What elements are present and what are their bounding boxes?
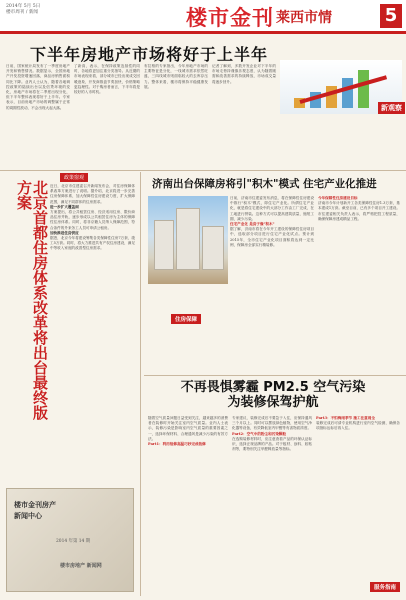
left-column-tag: 政策窗观 — [60, 173, 88, 182]
article2-para: 据了解，济南市将在今年开工建设的保障性住房项目中，选取部分项目进行住宅产业化试点。预计到2015年，全市住宅产业化项目面积将达到一定比例，保障房全部实行精装修。 — [230, 227, 314, 247]
illustration-bar — [342, 78, 353, 108]
article2-photo-tag: 住房保障 — [171, 314, 201, 324]
service-guide-tag: 服务指南 — [370, 582, 400, 592]
building-shape — [176, 208, 200, 270]
article1-col4: 记者了解到，多数开发企业对下半年的市场走势持谨慎乐观态度，认为随着刚需和改善需求的持续释放，市场成交量将逐步回升。 — [212, 64, 276, 84]
issue-date — [6, 4, 96, 16]
left-column-para: 据悉，北京今年将建设筹集各类保障性住房7万套，竣工5万套。同时，将大力推进共有产权住房建设，满足中等收入家庭的改善型住房需求。 — [50, 236, 135, 251]
article2-subhead: 今年保障性住房建设目标 — [318, 196, 358, 200]
left-column-para: 方案提出，将公共租赁住房、经济适用住房、限价商品住房并轨，逐步形成以公共租赁住房为主体的保障性住房体系。同时，将非京籍人员纳入保障范围，符合条件的外来务工人员可申请公租房。 — [50, 210, 135, 230]
article1-tag: 新观察 — [378, 102, 405, 114]
left-column-subhead: 加快推进住房供应 — [50, 230, 79, 235]
article3-subhead: Part3：不怕梅雨季节 施工注意周全 — [316, 416, 375, 420]
article2-col2 — [318, 196, 400, 372]
left-column-headline: 北京首都住房体系改革将出台最终版方案 — [15, 180, 49, 420]
article3-col3 — [316, 416, 400, 578]
article2-headline: 济南出台保障房将引"积木"模式 住宅产业化推进 — [152, 178, 377, 190]
article3-para: 专家建议，装修完成后不要急于入住，应保持通风三个月以上。同时可以摆放绿色植物，使用空气净化器等设备，有效降低室内甲醛等有害物质浓度。 — [232, 416, 312, 431]
housing-photo — [148, 196, 228, 284]
article3-headline — [148, 380, 398, 410]
article3-headline-line: 为装修保驾护航 — [227, 395, 319, 410]
date-line: 2014年 5月 5日 — [6, 4, 41, 9]
ad-title: 新闻中心 — [14, 512, 42, 520]
article2-subhead: 住宅产业化 是房子像"积木" — [230, 222, 275, 227]
masthead — [186, 2, 274, 32]
section-divider — [144, 375, 406, 376]
illustration-bar — [358, 70, 369, 108]
article3-col2 — [232, 416, 312, 594]
article2-para: 日前，济南市住建委发布消息，将在保障性住房建设中推行"积木"模式，即住宅产业化。所谓住宅产业化，就是将住宅建设中的大部分工作由工厂完成，在工地进行拼装。这种方式可以提高建筑质量，缩短工期，减少污染。 — [230, 196, 314, 221]
article1-headline: 下半年房地产市场将好于上半年 — [30, 45, 269, 64]
article3-para: 随着空气质量问题日益受到关注，越来越多的消费者在装修时开始关注室内空气质量。业内人士表示，装修污染是影响室内空气质量的重要因素之一，选择环保材料、合理通风是减少污染的有效方法。 — [148, 416, 228, 441]
ad-footer: 楼市房地产 新闻网 — [60, 563, 102, 569]
article3-subhead: Part2：空气中的粉尘和污染颗粒 — [232, 431, 287, 436]
article1-col2: 了新高，表示，在保持政策连续性的同时，各地将更加注重分类指导。从近期的市场表现来看，部分城市已经出现成交回暖迹象，开发商推盘节奏加快，价格策略更趋理性。对于购房者而言，下半年将是较好的入市时机。 — [74, 64, 140, 95]
building-shape — [154, 220, 174, 270]
article1-col3: 布拉格的专家指出，今年房地产市场的主要特征是分化，一线城市需求依然旺盛，三四线城市则面临较大的去库存压力。整体来看，楼市将保持平稳健康发展。 — [144, 64, 208, 89]
article3-para: 装修完成后可请专业机构进行室内空气检测，确保各项指标达标后再入住。 — [316, 421, 400, 431]
section-divider — [0, 170, 406, 171]
ad-title: 楼市金刊房产 — [14, 501, 56, 509]
left-column-para: 近日，北京市住建委召开新闻发布会，对住房保障体系改革方案进行了说明。据介绍，北京将进一步完善住房保障体系，加大保障性住房建设力度，扩大保障范围，满足不同群体的住房需求。 — [50, 184, 135, 204]
article3-para: 在选购装修材料时，应注意查看产品的环保认证标识，选择正规品牌的产品。对于板材、涂料、胶粘剂等，要特别关注甲醛释放量等指标。 — [232, 436, 312, 452]
left-column-body — [50, 184, 135, 474]
page-number: 5 — [380, 4, 402, 28]
article2-col1 — [230, 196, 314, 372]
building-shape — [202, 226, 224, 270]
article2-col3 — [148, 290, 228, 372]
article3-subhead: Part1：利用装修高温巧妙完成装修 — [148, 442, 206, 447]
column-divider — [140, 172, 141, 596]
article2-para: 济南市今年计划新开工各类保障性住房1.3万套，基本建成1万套。截至目前，已有多个项目开工建设。市住建委相关负责人表示，将严格把控工程质量，确保保障房建成精品工程。 — [318, 201, 400, 221]
masthead-title: 楼市金刊 — [186, 6, 274, 30]
section-line: 楼市周刊 / 新闻 — [6, 10, 39, 15]
article3-col1 — [148, 416, 228, 594]
column-title: 莱西市情 — [276, 10, 332, 26]
article3-headline-line: 不再畏惧雾霾 PM2.5 空气污染 — [180, 380, 366, 395]
article1-col1: 日前，国家统计局发布了一季度房地产开发和销售情况。数据显示，全国房地产开发投资增速回落，商品房销售面积同比下降。业内人士认为，随着各地调控政策的陆续出台以及信贷环境的变化，房地产市场将在二季度出现分化，但下半年整体表现将好于上半年。专家表示，目前房地产市场的调整属于正常的周期性波动，不会出现大起大落。 — [6, 64, 70, 110]
left-column-subhead: 进一步扩大覆盖面 — [50, 204, 79, 209]
ad-subtitle: 2014 年第 14 期 — [56, 539, 91, 544]
